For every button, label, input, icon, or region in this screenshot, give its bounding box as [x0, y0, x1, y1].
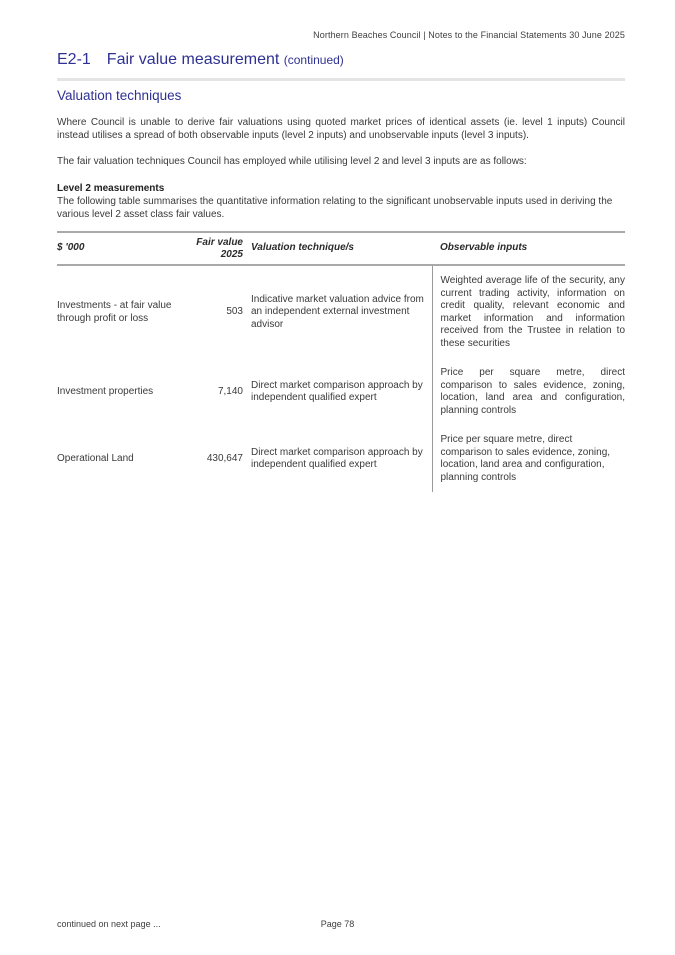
observable-inputs: Price per square metre, direct comparison to sales evidence, zoning, location, land area and configuration, planning controls	[432, 358, 625, 425]
level2-intro: The following table summarises the quantitative information relating to the significant unobservable inputs used in deriving the various level 2 asset class fair values.	[57, 196, 613, 220]
fair-value-amount: 503	[226, 306, 243, 318]
asset-name: Operational Land	[57, 452, 134, 464]
title-divider	[57, 78, 625, 81]
column-header-fair-value	[195, 232, 245, 265]
fair-value-label: Fair value	[196, 237, 243, 248]
fair-value-table	[57, 231, 625, 492]
note-code: E2-1	[57, 51, 91, 68]
valuation-technique: Direct market comparison approach by independent qualified expert	[251, 379, 423, 403]
fair-value-year: 2025	[220, 248, 243, 260]
asset-name: Investments - at fair value through profit or loss	[57, 300, 172, 324]
level2-heading: Level 2 measurements	[57, 183, 165, 194]
paragraph-1: Where Council is unable to derive fair valuations using quoted market prices of identical assets (ie. level 1 inputs) Council instead utilises a spread of both observable inputs (level 2 inputs) and unobservable inputs (level 3 inputs).	[57, 117, 625, 141]
column-header-observable: Observable inputs	[440, 242, 528, 254]
observable-inputs: Price per square metre, direct comparison to sales evidence, zoning, location, land area and configuration, planning controls	[432, 425, 625, 492]
table-row	[57, 265, 625, 358]
table-row	[57, 425, 625, 492]
column-header-technique: Valuation technique/s	[251, 242, 354, 254]
paragraph-2: The fair valuation techniques Council has employed while utilising level 2 and level 3 inputs are as follows:	[57, 156, 527, 167]
note-title-text: Fair value measurement	[106, 51, 280, 68]
section-heading: Valuation techniques	[57, 88, 182, 103]
column-header-unit: $ '000	[57, 242, 85, 254]
page-number: Page 78	[320, 919, 355, 929]
table-row	[57, 358, 625, 425]
fair-value-amount: 430,647	[206, 452, 243, 464]
table-header-row	[57, 232, 625, 265]
asset-name: Investment properties	[57, 385, 154, 397]
continued-note: continued on next page ...	[57, 919, 161, 929]
fair-value-amount: 7,140	[217, 385, 243, 397]
note-title-continued: (continued)	[283, 53, 344, 67]
valuation-technique: Direct market comparison approach by independent qualified expert	[251, 446, 423, 470]
valuation-technique: Indicative market valuation advice from an independent external investment advisor	[251, 293, 424, 330]
observable-inputs: Weighted average life of the security, any current trading activity, information on credit quality, relevant economic and market information and information received from the Trustee in relation to these securities	[432, 265, 625, 358]
running-header: Northern Beaches Council | Notes to the Financial Statements 30 June 2025	[313, 30, 625, 40]
note-title	[57, 51, 625, 69]
